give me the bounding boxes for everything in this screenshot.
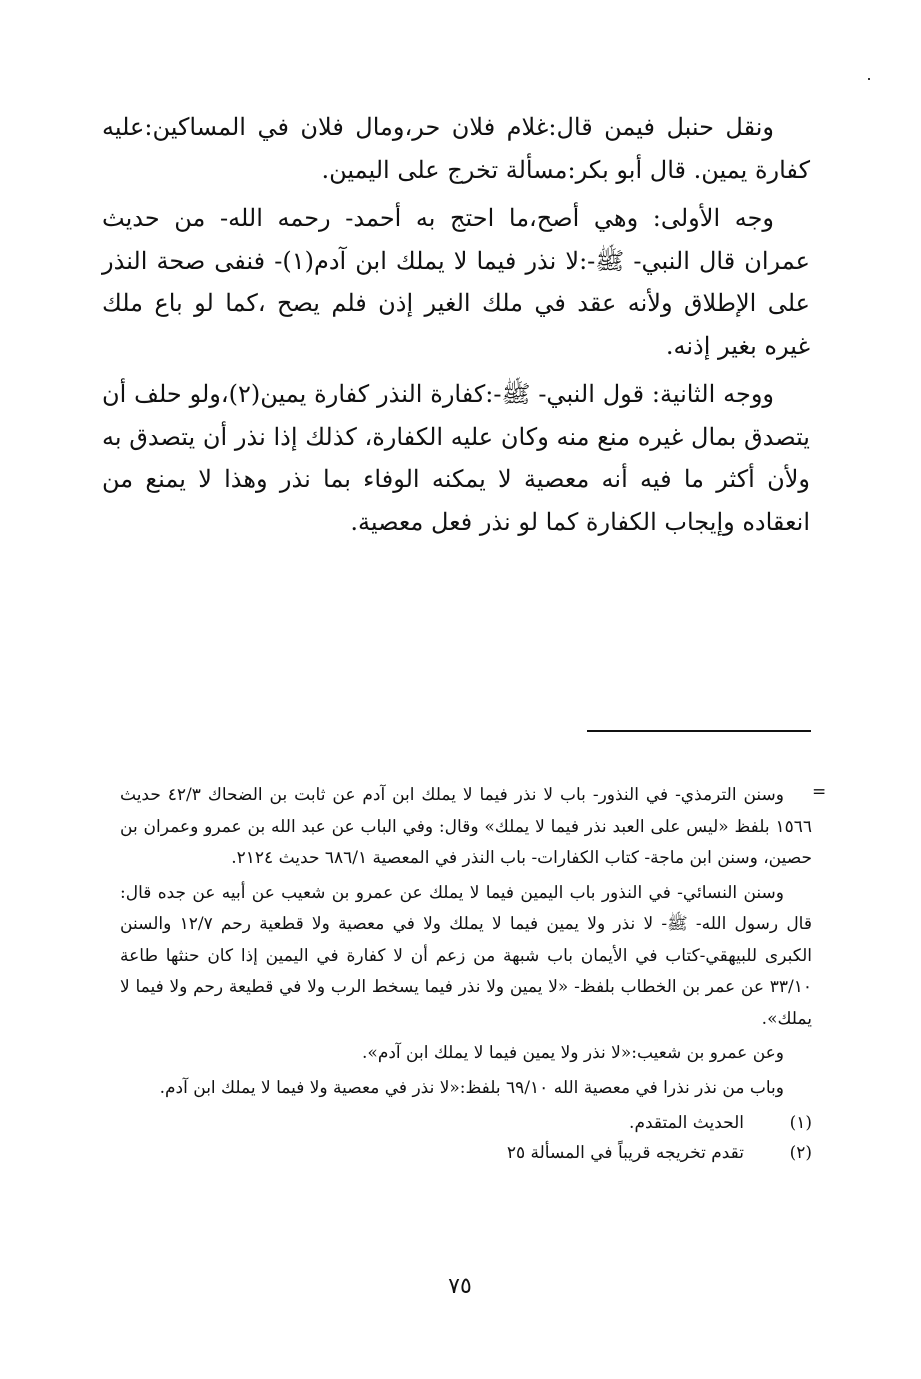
footnote-continuation-mark: = xyxy=(812,782,827,802)
footnote-text-2: تقدم تخريجه قريباً في المسألة ٢٥ xyxy=(506,1143,744,1163)
footnotes-section xyxy=(120,780,812,1168)
footnote-number-2: (٢) xyxy=(789,1143,812,1163)
scan-speck xyxy=(868,78,870,80)
body-paragraph-1: ونقل حنبل فيمن قال:غلام فلان حر،ومال فلان في المساكين:عليه كفارة يمين. قال أبو بكر:مسألة تخرج على اليمين. xyxy=(102,113,810,184)
footnote-text-1: الحديث المتقدم. xyxy=(629,1113,744,1133)
numbered-footnotes xyxy=(120,1108,812,1168)
footnote-item-2 xyxy=(120,1138,812,1168)
main-body-text xyxy=(102,106,810,549)
footnote-paragraph-2: وسنن النسائي- في النذور باب اليمين فيما لا يملك عن عمرو بن شعيب عن أبيه عن جده قال: قال رسول الله- ﷺ- لا نذر ولا يمين فيما لا يملك ولا في معصية ولا قطعية رحم ١٢/٧ والسنن الكبرى للبيهقي-كتاب في الأيمان باب شبهة من زعم أن لا كفارة في اليمين إذا كان حنثها طاعة ٣٣/١٠ عن عمر بن الخطاب بلفظ- «لا يمين ولا نذر فيما يسخط الرب ولا في قطيعة رحم ولا فيما لا يملك». xyxy=(120,882,812,1029)
footnote-paragraph-3: وعن عمرو بن شعيب:«لا نذر ولا يمين فيما لا يملك ابن آدم». xyxy=(362,1043,784,1063)
footnote-item-1 xyxy=(120,1108,812,1138)
footnote-paragraph-1: وسنن الترمذي- في النذور- باب لا نذر فيما لا يملك ابن آدم عن ثابت بن الضحاك ٤٢/٣ حديث ١٥٦٦ بلفظ «ليس على العبد نذر فيما لا يملك» وقال: وفي الباب عن عبد الله بن عمرو وعمران بن حصين، وسنن ابن ماجة- كتاب الكفارات- باب النذر في المعصية ٦٨٦/١ حديث ٢١٢٤. xyxy=(120,785,812,868)
footnote-separator-rule xyxy=(587,730,811,732)
body-paragraph-3: ووجه الثانية: قول النبي- ﷺ-:كفارة النذر كفارة يمين(٢)،ولو حلف أن يتصدق بمال غيره منع منه وكان عليه الكفارة، كذلك إذا نذر أن يتصدق به ولأن أكثر ما فيه أنه معصية لا يمكنه الوفاء بما نذر وهذا لا يمنع من انعقاده وإيجاب الكفارة كما لو نذر فعل معصية. xyxy=(102,380,810,536)
body-paragraph-2: وجه الأولى: وهي أصح،ما احتج به أحمد- رحمه الله- من حديث عمران قال النبي- ﷺ-:لا نذر فيما لا يملك ابن آدم(١)- فنفى صحة النذر على الإطلاق ولأنه عقد في ملك الغير إذن فلم يصح ،كما لو باع ملك غيره بغير إذنه. xyxy=(102,204,810,360)
footnote-number-1: (١) xyxy=(789,1113,812,1133)
footnote-paragraph-4: وباب من نذر نذرا في معصية الله ٦٩/١٠ بلفظ:«لا نذر في معصية ولا فيما لا يملك ابن آدم. xyxy=(159,1077,784,1098)
page-number: ٧٥ xyxy=(448,1274,472,1299)
